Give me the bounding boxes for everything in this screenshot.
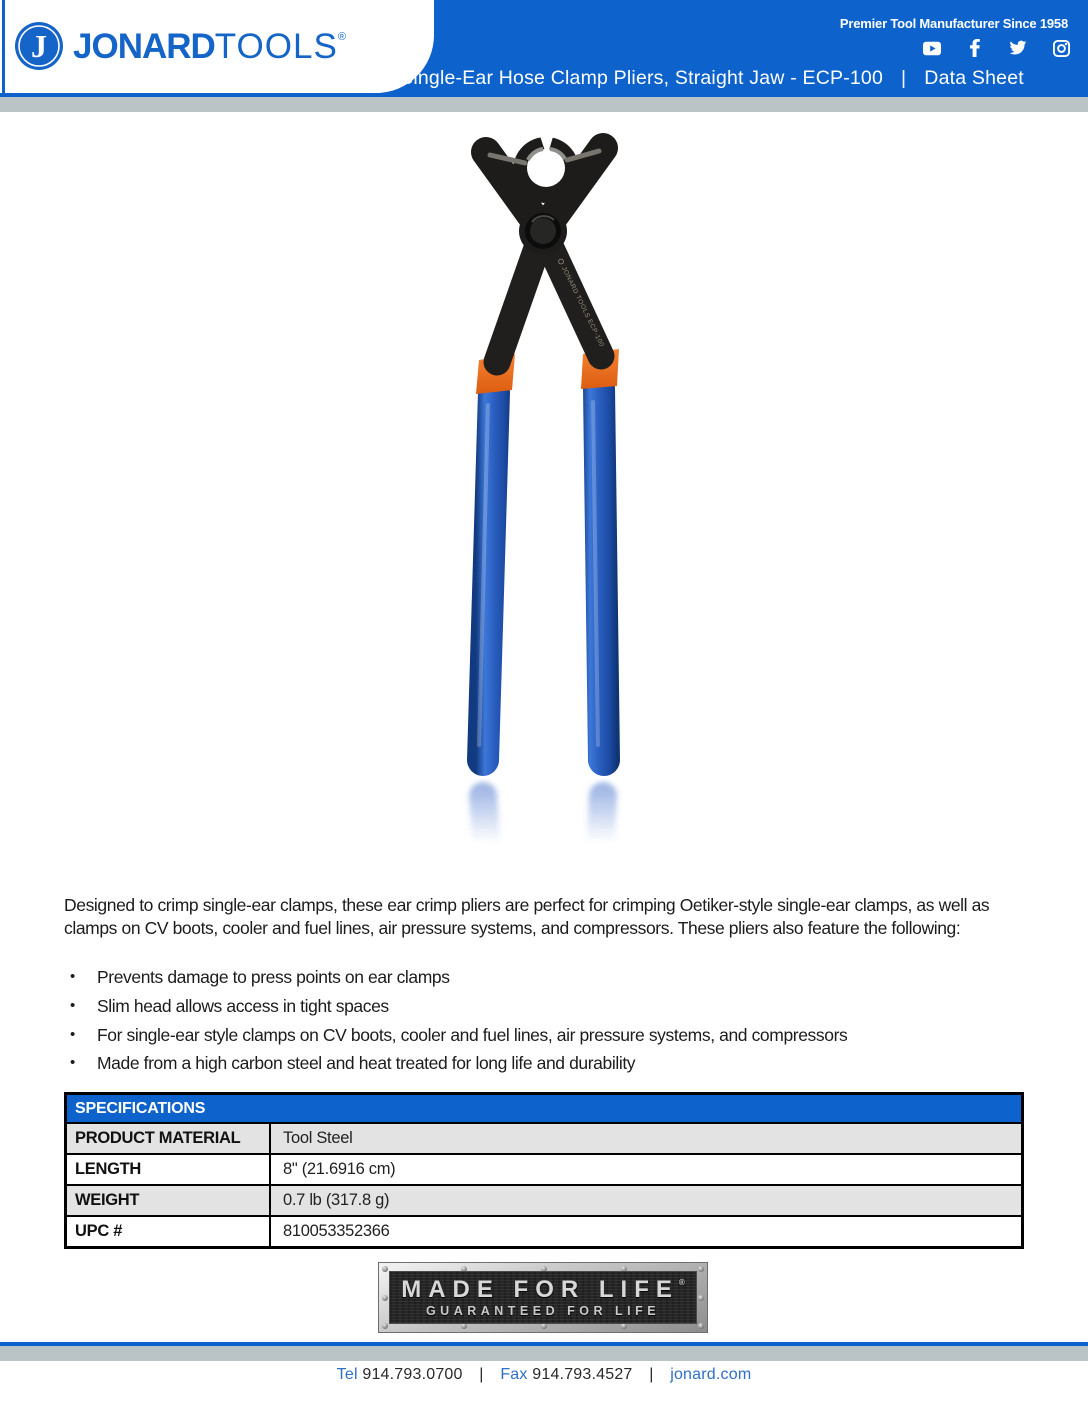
badge-headline: MADE FOR LIFE® xyxy=(401,1275,685,1303)
jonard-logo xyxy=(14,21,346,71)
website-link[interactable]: jonard.com xyxy=(670,1366,752,1383)
pivot-bolt xyxy=(525,213,561,249)
specifications-section xyxy=(64,1092,1024,1249)
footer-separator: | xyxy=(479,1366,484,1383)
product-photo xyxy=(394,130,694,845)
fax-label: Fax xyxy=(500,1366,528,1383)
spec-value: Tool Steel xyxy=(270,1123,1023,1154)
blue-grips xyxy=(479,388,604,760)
badge-plate xyxy=(389,1271,697,1324)
footer-gray-band xyxy=(0,1346,1088,1361)
feature-item: • For single-ear style clamps on CV boots, cooler and fuel lines, air pressure systems, and compressors xyxy=(64,1024,1024,1047)
spec-value: 0.7 lb (317.8 g) xyxy=(270,1185,1023,1216)
table-row xyxy=(66,1216,1023,1248)
instagram-icon[interactable] xyxy=(1052,39,1070,57)
feature-item: • Slim head allows access in tight spaces xyxy=(64,995,1024,1018)
feature-item: • Prevents damage to press points on ear clamps xyxy=(64,966,1024,989)
social-links xyxy=(923,39,1070,57)
product-description: Designed to crimp single-ear clamps, these ear crimp pliers are perfect for crimping Oetiker-style single-ear clamps, as well as clamps on CV boots, cooler and fuel lines, air pressure systems, and compressors. These pliers also feature the following: xyxy=(64,894,990,938)
tagline: Premier Tool Manufacturer Since 1958 xyxy=(839,16,1068,31)
registered-mark: ® xyxy=(337,30,346,43)
title-separator: | xyxy=(901,67,907,89)
spec-label: LENGTH xyxy=(66,1154,271,1185)
youtube-icon[interactable] xyxy=(923,39,941,57)
footer-contact xyxy=(0,1366,1088,1384)
badge-registered-mark: ® xyxy=(678,1277,685,1287)
document-title xyxy=(400,67,1024,90)
tel-number: 914.793.0700 xyxy=(362,1366,463,1383)
spec-header: SPECIFICATIONS xyxy=(66,1094,1023,1124)
header-gray-band xyxy=(0,97,1088,112)
spec-label: UPC # xyxy=(66,1216,271,1248)
spec-value: 8" (21.6916 cm) xyxy=(270,1154,1023,1185)
table-row xyxy=(66,1123,1023,1154)
feature-item: • Made from a high carbon steel and heat treated for long life and durability xyxy=(64,1052,1024,1075)
jonard-monogram-icon xyxy=(14,21,64,71)
footer-separator: | xyxy=(649,1366,654,1383)
twitter-icon[interactable] xyxy=(1009,39,1027,57)
wordmark-jonard: JONARD xyxy=(73,26,215,66)
spec-label: PRODUCT MATERIAL xyxy=(66,1123,271,1154)
wordmark xyxy=(73,26,346,66)
header xyxy=(0,0,1088,97)
table-row xyxy=(66,1154,1023,1185)
handle-reflection xyxy=(483,796,603,838)
spec-label: WEIGHT xyxy=(66,1185,271,1216)
tel-label: Tel xyxy=(336,1366,358,1383)
spec-value: 810053352366 xyxy=(270,1216,1023,1248)
made-for-life-badge xyxy=(378,1262,708,1333)
table-row xyxy=(66,1185,1023,1216)
wordmark-tools: TOOLS xyxy=(214,26,338,66)
badge-subline: GUARANTEED FOR LIFE xyxy=(425,1304,661,1319)
left-edge-accent xyxy=(2,0,5,93)
product-title: Single-Ear Hose Clamp Pliers, Straight Jaw - ECP-100 xyxy=(400,67,884,89)
fax-number: 914.793.4527 xyxy=(532,1366,633,1383)
svg-text:JONARD TOOLS ECP-100: JONARD TOOLS ECP-100 xyxy=(560,265,606,349)
spec-header-row xyxy=(66,1094,1023,1124)
title-suffix: Data Sheet xyxy=(924,67,1024,89)
monogram-letter: J xyxy=(31,28,47,64)
feature-list xyxy=(64,966,1024,1081)
specifications-table xyxy=(64,1092,1024,1249)
facebook-icon[interactable] xyxy=(966,39,984,57)
